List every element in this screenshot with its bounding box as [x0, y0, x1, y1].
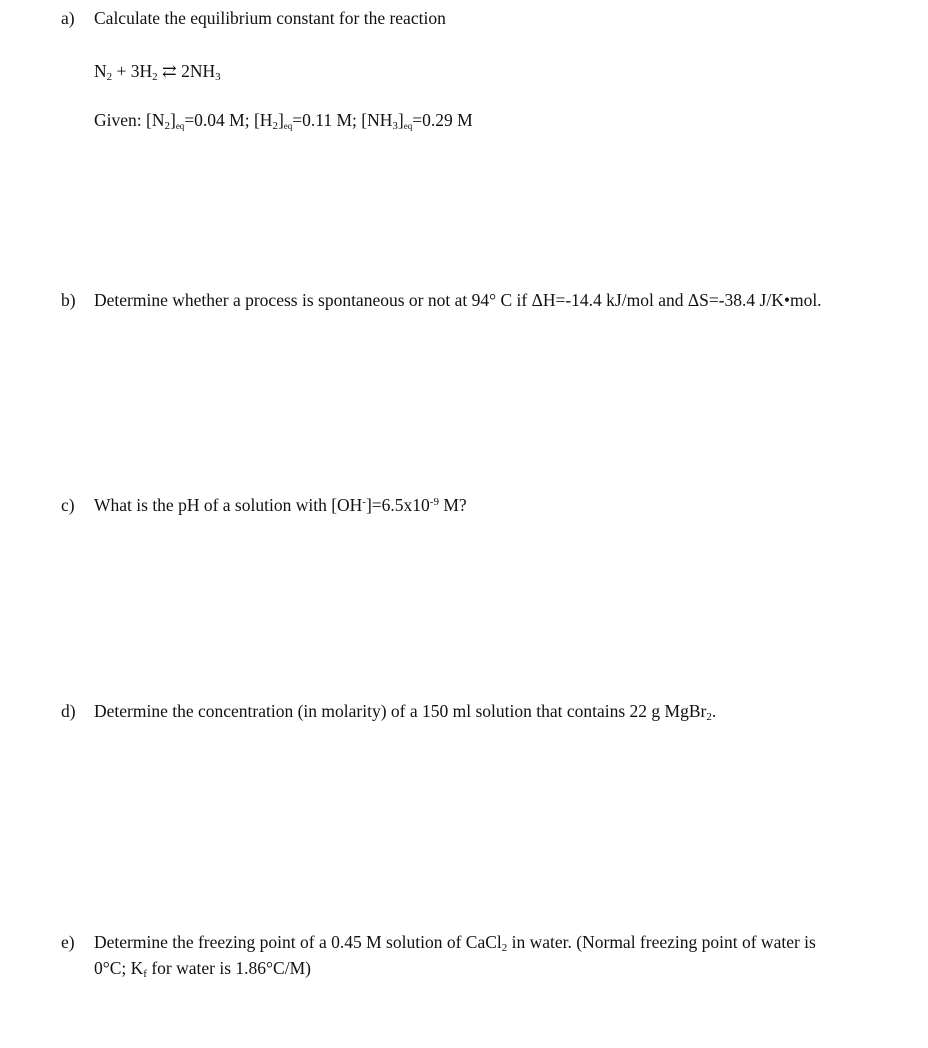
question-e-text-line2: 0°C; $K_f$ for water is 1.86°C/M)	[94, 958, 311, 980]
question-d-label: d)	[61, 701, 76, 721]
equilibrium-arrow-icon: ⇄	[157, 61, 182, 81]
question-c-text: What is the pH of a solution with $[OH^-]=6.5x10^{-9}$ M?	[94, 495, 467, 515]
question-b-label: b)	[61, 290, 76, 310]
question-b-text: Determine whether a process is spontaneous or not at 94° C if ΔH=-14.4 kJ/mol and ΔS=-38.4 J/K•mol.	[94, 290, 822, 310]
question-a-prompt: Calculate the equilibrium constant for the reaction	[94, 8, 446, 28]
given-concentrations: Given: $[N_2]eq=0.04$ M; $[H_2]eq=0.11$ M; $[NH_3]eq=0.29$ M	[94, 110, 473, 132]
question-d-text: Determine the concentration (in molarity) of a 150 ml solution that contains 22 g MgBr$_2$.	[94, 701, 717, 723]
question-e-label: e)	[61, 932, 75, 952]
question-a-label: a)	[61, 8, 75, 28]
question-c-label: c)	[61, 495, 75, 515]
question-e-text-line1: Determine the freezing point of a 0.45 M solution of CaCl$_2$ in water. (Normal freezing point of water is	[94, 932, 816, 954]
reaction-equation: $N_2 + 3H_2$ ⇄ $2NH_3$	[94, 61, 221, 83]
